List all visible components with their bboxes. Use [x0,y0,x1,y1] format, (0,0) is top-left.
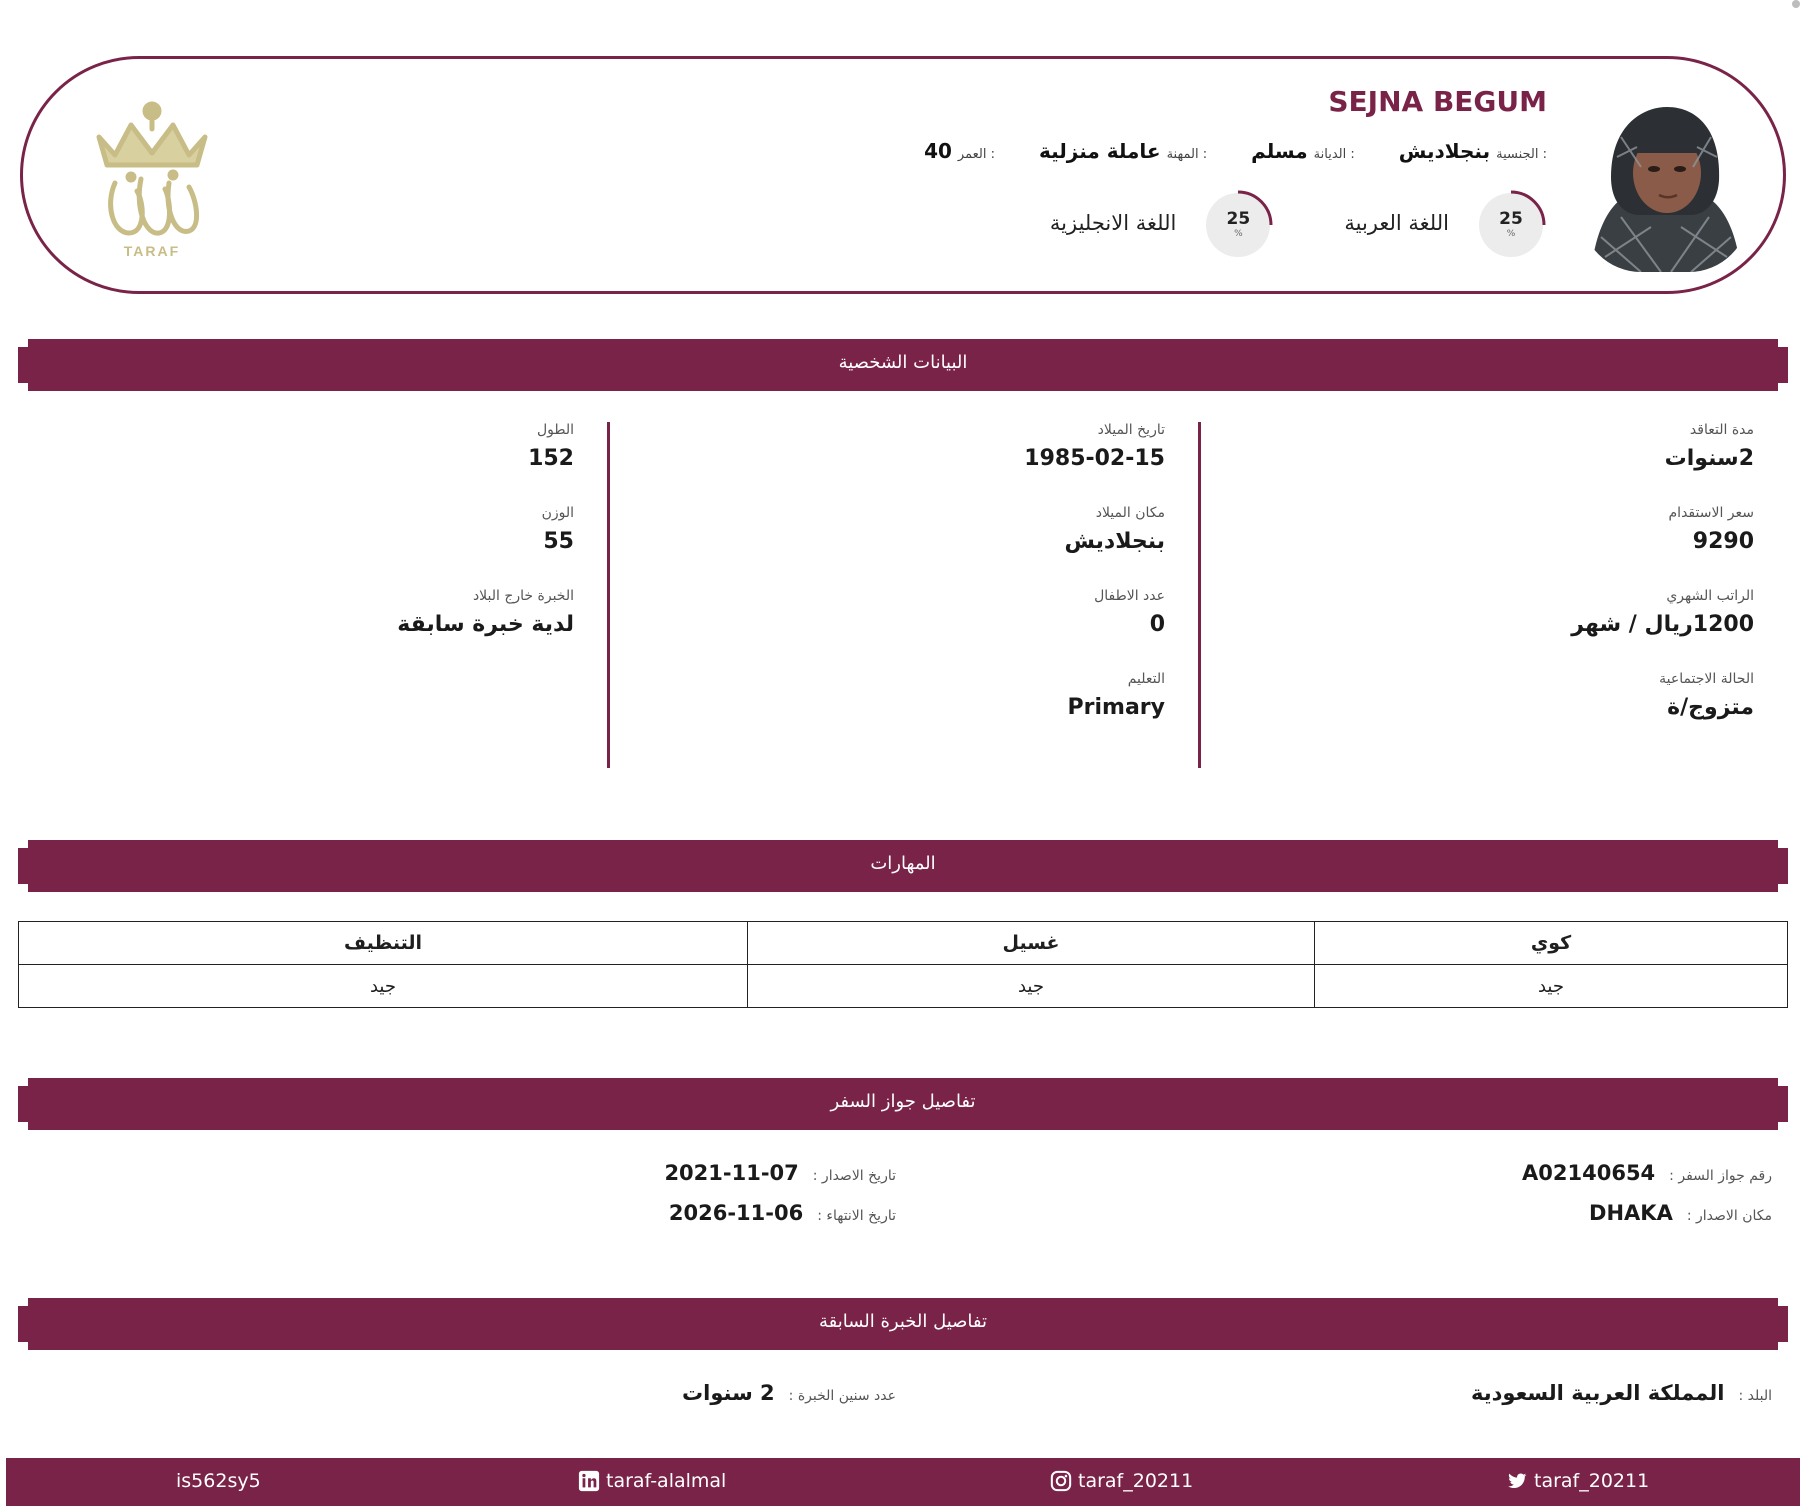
skills-title: المهارات [870,853,936,874]
instagram-icon [1050,1470,1072,1492]
field-value: 152 [528,446,574,471]
age-label: العمر : [957,147,995,162]
field-value: لدية خبرة سابقة [397,612,574,637]
field-value: بنجلاديش [1064,529,1165,554]
field-label: مدة التعاقد [1689,422,1754,438]
footer-code-text: is562sy5 [176,1470,261,1492]
skill-level: جيد [19,965,748,1008]
field-value: 0 [1149,612,1165,637]
field-value: 1985-02-15 [1024,446,1165,471]
column-divider [607,422,610,768]
column-divider [1198,422,1201,768]
basic-info-row [924,139,1547,163]
marital-status-field [1274,671,1754,754]
twitter-handle: taraf_20211 [1534,1470,1650,1492]
percent-sign: % [1506,229,1516,239]
issue-date-value: 2021-11-07 [664,1161,799,1185]
linkedin-icon [578,1470,600,1492]
profession-label: المهنة : [1166,147,1208,162]
field-label: الحالة الاجتماعية [1659,671,1754,687]
skill-cleaning: التنظيف [19,922,748,965]
language-english [1050,187,1274,259]
field-label: الخبرة خارج البلاد [472,588,574,604]
skill-ironing: كوي [1315,922,1788,965]
linkedin-handle: taraf-alalmal [606,1470,727,1492]
language-arabic-gauge [1475,187,1547,259]
nationality-item [1399,139,1547,163]
nationality-label: الجنسية : [1496,147,1547,162]
personal-column-birth [685,422,1165,754]
field-value: Primary [1067,695,1165,720]
languages-row [1050,187,1547,259]
field-label: سعر الاستقدام [1668,505,1754,521]
passport-number-value: A02140654 [1522,1161,1656,1185]
years-label: عدد سنين الخبرة : [788,1388,896,1404]
field-label: عدد الاطفال [1094,588,1165,604]
personal-column-physical [94,422,574,671]
field-value: متزوج/ة [1667,695,1754,720]
skill-level: جيد [748,965,1315,1008]
footer-twitter[interactable] [1506,1470,1649,1492]
age-value: 40 [924,139,952,163]
issue-date-label: تاريخ الاصدار : [812,1168,896,1184]
height-field [94,422,574,505]
weight-field [94,505,574,588]
field-value: 55 [543,529,574,554]
experience-abroad-field [94,588,574,671]
skills-table [18,921,1788,1008]
field-label: مكان الميلاد [1095,505,1165,521]
contract-duration-field [1274,422,1754,505]
logo-wordmark: TARAF [123,243,181,259]
experience-banner [18,1298,1788,1350]
field-value: 2سنوات [1664,446,1754,471]
issue-place-value: DHAKA [1589,1201,1673,1225]
issue-place-label: مكان الاصدار : [1686,1208,1772,1224]
crown-logo-icon [85,95,219,245]
nationality-value: بنجلاديش [1398,139,1491,163]
passport-number-label: رقم جواز السفر : [1669,1168,1772,1184]
issue-date-item [664,1161,896,1185]
field-value: 1200ريال / شهر [1571,612,1754,637]
language-arabic-name: اللغة العربية [1344,211,1449,235]
corner-dot [1792,0,1800,8]
expiry-date-item [669,1201,896,1225]
language-english-name: اللغة الانجليزية [1049,211,1177,235]
birth-date-field [685,422,1165,505]
taraf-logo [85,95,219,265]
footer-bar [6,1458,1800,1506]
language-arabic-percent: 25 [1499,209,1523,229]
language-arabic [1344,187,1547,259]
personal-column-contract [1274,422,1754,754]
field-value: 9290 [1692,529,1754,554]
religion-label: الديانة : [1313,147,1355,162]
language-english-percent: 25 [1226,209,1251,229]
religion-item [1251,139,1355,163]
monthly-salary-field [1274,588,1754,671]
profile-header [20,56,1786,294]
experience-title: تفاصيل الخبرة السابقة [818,1311,988,1332]
country-value: المملكة العربية السعودية [1471,1381,1725,1405]
footer-linkedin[interactable] [578,1470,726,1492]
recruitment-price-field [1274,505,1754,588]
profession-item [1039,139,1207,163]
percent-sign: % [1234,229,1243,239]
religion-value: مسلم [1251,139,1308,163]
field-label: الراتب الشهري [1666,588,1754,604]
footer-instagram[interactable] [1050,1470,1193,1492]
language-english-gauge [1202,187,1274,259]
experience-years-item [682,1381,896,1405]
profession-value: عاملة منزلية [1038,139,1161,163]
expiry-date-value: 2026-11-06 [668,1201,804,1225]
twitter-icon [1506,1470,1528,1492]
skill-washing: غسيل [748,922,1315,965]
education-field [685,671,1165,754]
instagram-handle: taraf_20211 [1078,1470,1194,1492]
age-item [924,139,995,163]
skill-level: جيد [1315,965,1788,1008]
years-value: 2 سنوات [682,1381,775,1405]
worker-photo [1581,97,1749,272]
personal-data-banner [18,339,1788,391]
issue-place-item [1589,1201,1772,1225]
personal-data-title: البيانات الشخصية [838,352,968,373]
field-label: التعليم [1127,671,1165,687]
passport-banner [18,1078,1788,1130]
passport-number-item [1522,1161,1772,1185]
skills-header-row [19,922,1788,965]
expiry-date-label: تاريخ الانتهاء : [817,1208,896,1224]
field-label: الوزن [541,505,574,521]
skills-level-row [19,965,1788,1008]
field-label: تاريخ الميلاد [1097,422,1165,438]
country-label: البلد : [1738,1388,1772,1404]
skills-banner [18,840,1788,892]
experience-country-item [1471,1381,1772,1405]
footer-code [176,1470,261,1492]
field-label: الطول [536,422,574,438]
children-count-field [685,588,1165,671]
birth-place-field [685,505,1165,588]
passport-title: تفاصيل جواز السفر [830,1091,976,1112]
worker-name: SEJNA BEGUM [1328,85,1547,118]
